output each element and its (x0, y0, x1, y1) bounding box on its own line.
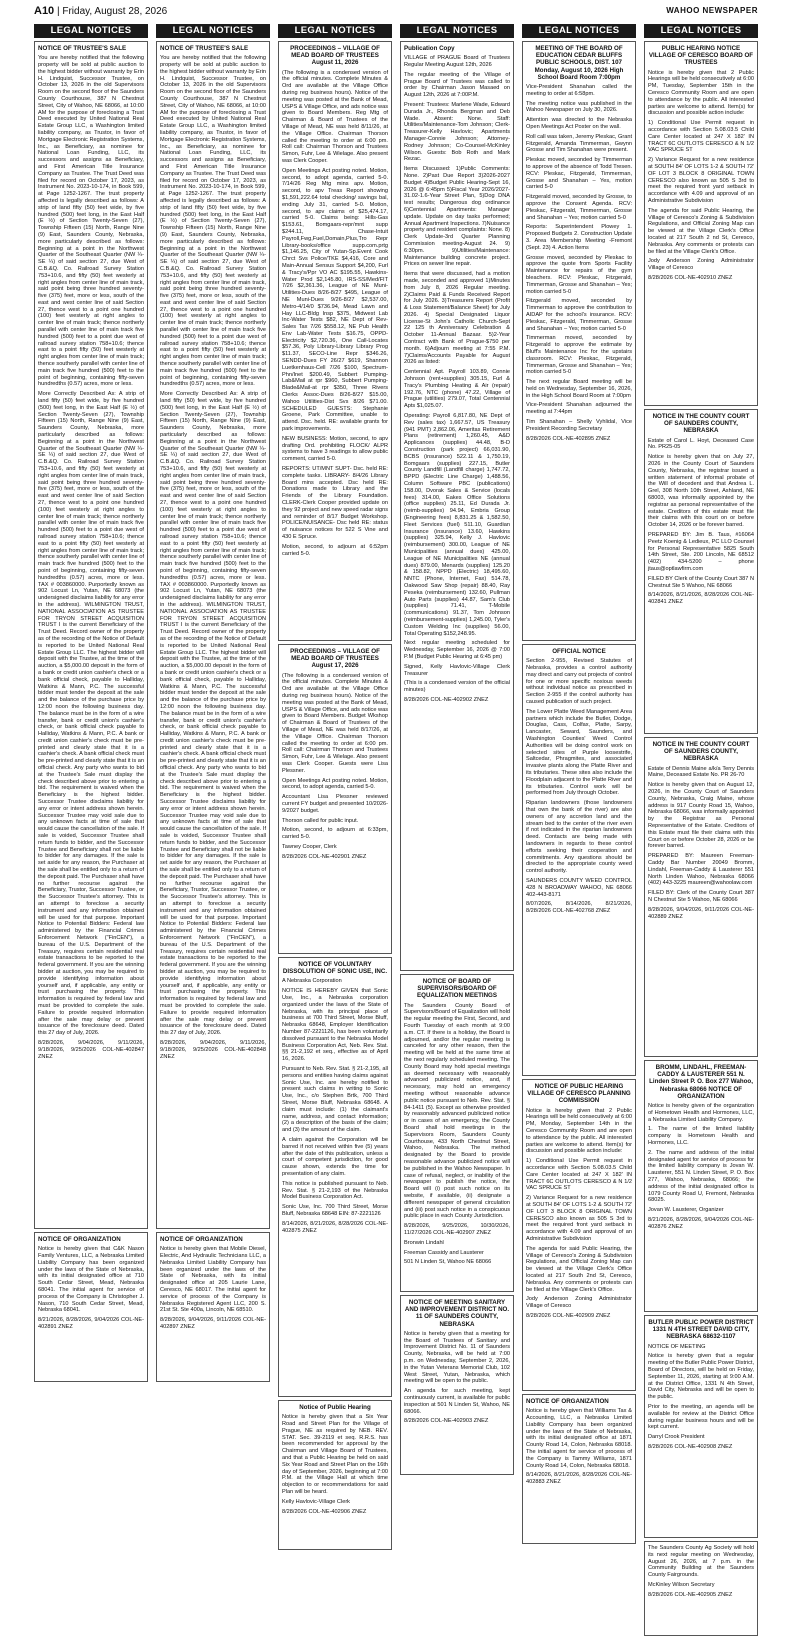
notice-paragraph: 2) Variance Request for a new residence at SOUTH 84' OF LOTS 1-2 & SOUTH 72' OF LOT 3 BLOCK 8 ORIGINAL TOWN CERESCO also known as 505 S 3rd to meet the required front yard setback in accordance with 4.09 and approval of an Administrative Subdivision (648, 157, 754, 204)
notice-publication-code: 8/28/2026, 9/04/2026, 9/11/2026, 9/18/2026, 9/25/2026 COL-NE-402848 ZNEZ (160, 1039, 266, 1060)
section-header: LEGAL NOTICES (278, 24, 392, 38)
notice-paragraph: The next regular Board meeting will be held on Wednesday, September 16, 2026, in the High School Board Room at 7:00pm (526, 379, 632, 399)
notice-paragraph: An agenda for such meeting, kept continuously current, is available for public inspection at 501 N Linden St, Wahoo, NE 68066. (404, 1388, 510, 1415)
notice-paragraph: Darryl Crook President (648, 1434, 705, 1441)
notice-paragraph: VILLAGE of PRAGUE Board of Trustees Regular Meeting August 12th, 2026 (404, 55, 510, 68)
notice-title: BUTLER PUBLIC POWER DISTRICT 1331 N 4TH STREET DAVID CITY, NEBRASKA 68632-1107 (648, 1319, 754, 1341)
notice-title: NOTICE OF VOLUNTARY DISSOLUTION OF SONIC USE, INC. (282, 961, 388, 976)
legal-notice (644, 1060, 758, 1312)
notice-publication-code: 8/14/2026, 8/21/2026, 8/28/2026 COL-NE-402875 ZNEZ (282, 1220, 388, 1234)
notice-column (278, 24, 392, 1564)
notice-paragraph: NOTICE OF MEETING (648, 1343, 706, 1350)
notice-paragraph: Grosse moved, seconded by Pleskac to approve the quote from Sports Facility Maintenance for repairs of the gym bleachers. RCV: Pleskac, Fitzgerald, Timmerman, Grosse and Shanahan – Yes; motion carried 5-0 (526, 254, 632, 295)
notice-title: NOTICE OF ORGANIZATION (526, 1398, 609, 1405)
notice-paragraph: Kelly Havlovic-Village Clerk (282, 1498, 350, 1505)
notice-title: NOTICE OF ORGANIZATION (38, 1236, 121, 1243)
notice-paragraph: (This is a condensed version of the official minutes) (404, 680, 510, 694)
legal-notice (522, 1079, 636, 1391)
publication-name: WAHOO NEWSPAPER (666, 6, 758, 15)
notice-title: NOTICE OF PUBLIC HEARING VILLAGE OF CERESCO PLANNING COMMISSION (527, 1083, 631, 1105)
notice-paragraph: 2. The name and address of the initial designated agent for service of process for the limited liability company is Jovan W. Lausterer, 551 N. Linden Street, P. O. Box 277, Wahoo, Nebraska, 68066; the address of the initial designated office is 1079 County Road U, Fremont, Nebraska 68025. (648, 1149, 754, 1204)
notice-paragraph: PREPARED BY: Jim B. Taus, #16064 Peetz Koenig & Ledieux, PC LLO Counsel for Personal Representative 5825 South 14th Street, Ste. 200 Lincoln, NE 68512 (402) 434-5200 – phone jtaus@optlawfirm.com (648, 531, 754, 572)
notice-paragraph: Tim Shanahan – Shelly Vyhlidal, Vice President Recording Secretary (526, 419, 632, 432)
notice-paragraph: Timmerman moved, seconded by Fitzgerald to approve the estimate by Bluff's Maintenance Inc for the upstairs classroom. RCV: Pleskac, Fitzgerald, Timmerman, Grosse and Shanahan – Yes; motion carried 5-0 (526, 335, 632, 376)
section-header: LEGAL NOTICES (34, 24, 148, 38)
notice-paragraph: The meeting notice was published in the Wahoo Newspaper on July 30, 2026. (526, 100, 632, 114)
notice-publication-code: 8/14/2026, 8/21/2026, 8/28/2026 COL-NE-402883 ZNEZ (526, 1472, 632, 1486)
notice-column (156, 24, 270, 1564)
notice-paragraph: Open Meetings Act posting noted. Motion, second, to adopt agenda, carried 5-0. 7/14/26 Reg Mtg mins apv. Motion, second, to apv Treas Report showing $1,591,222.64 total checking/ savings bal, ending July 31, carried 5-0. Motion, second, to apv claims of $25,474.17, carried 5-0. Claims being: Hills-Gas $153.61, Bomgaars-repr/mnt supp $244.11, Chase-Intuit Payroll,Fwg,Fuel,Domain,Plus,Tro Repr Library-books/office supp.com.prtg $1,146.25, City of Yutan-Sp.Event Cook Chrct Svs Police/TKE $4,416, Core and Main-Annual Sensus Support $4,200, Furl & Tracy's/Ppr VO AC $195.55, Hawkins-Water Prod $2,145.80, IRS-SS/Med/FIT 7/26 $2,361.36, League of NE Muni-Utilities-Dues 8/26-8/27 $495, League of NE Muni-Dues 9/26-8/27 $2,537.00, Metro-4/14/0 $736.94, Mead Lawn and Hay LLC-Bldg Insp $375, Midwest Lab Inc-Water Tests $82, NE Dept of Rev-Sales Tax 7/26 $558.12, NE Pub Health Env Lab-Water Tests $16.75, OPPD-Electricity $2,720.36, One Call-Locates $57.36, Poly Library-Library Library Prog $11.37, SECO-Line Repr $346.26, SENDD-Dues FY 26/27 $619, Shannon Luetkenhaus-Cell 7/26 $100, Spectrum-Phn/Inet $200.49, Subbert Pumping-Lab&Mail at rpr $960, Subbert Pumping-Blade&Mail-at rpr $350, Three Rivers Clerks Assoc-Dues 8/26-8/27 $15.00, Wahoo Utilities-Dist Svs 8/26 $71.00. SCHEDULED GUESTS: Stephanie Groene, Park Committee, unable to attend. Dsc. held. RE: available grants for park improvements. (282, 167, 388, 433)
notice-publication-code: 8/28/2026, 9/04/2026, 9/11/2026, 9/18/2026, 9/25/2026 COL-NE-402847 ZNEZ (38, 1039, 144, 1060)
notice-paragraph: Reports: Superintendent Plowey 1. Proposed Budgets 2. Construction Update 3. Area Membership Meeting -Fremont (Sept. 23) 4. Action Items (526, 224, 632, 251)
legal-notice (522, 644, 636, 1076)
page-header (0, 0, 792, 22)
notice-publication-code: 8/21/2026, 8/28/2026, 9/04/2026 COL-NE-402876 ZNEZ (648, 1216, 754, 1230)
legal-notice (522, 41, 636, 641)
notice-paragraph: A Nebraska Corporation (282, 978, 342, 985)
notice-paragraph: Operating: Payroll 6,817.80, NE Dept of Rev (sales tax) 1,667.57, US Treasury (941 PMT) 2,862.06, Ameritas Retirement Plans (retirement) 1,260.45, A&D Applicances (supplies) 44.48, B-D Construction (park project) 66,031.90, BCBS (insurance) 522.11 & 1,750.19, Bomgaars (supplies) 227.15, Butler County Landfill (Landfill charge) 1,747.72, BPPD (Electric Line Charge) 1,488.56, Column Software PBC (publications) 158.00, Dvorak Sales & Service (locals fees) 314.00, Eakes Office Solutions (office supplies) 25.11, Ed Durada Jr. (reimb-supplies) 94.94, Embria Group (Engineering fees) 8,831.25 & 1,582.50, Fleet Services (fuel) 511.10, Guardian Insurance (insurance) 13.60, Hawkins (supplies) 325.94, Kelly J. Havlovic (reimbursement) 300.00, League of NE Municipalities (annual dues) 425.00, League of NE Municipalities NE (annual dues) 879.00, Menards (supplies) 125.20 & 158.82, NPPD (Electric) 18,495.60, NNTC (Phone, Internet, Fax) 514.78, Oakwood Saw Shop (repair) 88.40, Ray Peseka (reimbursement) 132.60, Pullman Auto Parts (supplies) 44.87, Sam's Club (supplies) 71.41, T-Mobile (communications) 91.37, Tom Johnson (reimbursement-supplies) 1,245.00, Tyler's Custom Welding Inc (supplies) 56.00, Total Operating $152,248.95. (404, 413, 510, 637)
page-date: Friday, August 28, 2026 (62, 6, 168, 17)
section-header: LEGAL NOTICES (644, 24, 758, 38)
notice-paragraph: The agenda for said Public Hearing, the Village of Ceresco's Zoning & Subdivision Regulations, and Official Zoning Map can be viewed at the Village Clerk's Office located at 217 South 2nd St, Ceresco, Nebraska. Any comments or protests can be filed at the Village Clerk's Office. (526, 1245, 632, 1293)
legal-notice (644, 1315, 758, 1538)
notice-paragraph: Pursuant to Neb. Rev. Stat. § 21-2,195, all persons and entities having claims against Sonic Use, Inc. are hereby notified to present such claims in writing to Sonic Use, Inc., c/o Stephen Brtk, 700 Third Street, Morse Bluff, Nebraska 68648. A claim must include: (1) the claimant's name, address, and contact information; (2) a description of the basis of the claim; and (3) the amount of the claim. (282, 1065, 388, 1134)
notice-column (644, 24, 758, 1598)
legal-notice (278, 957, 392, 1397)
notice-title: Publication Copy (404, 45, 455, 52)
notice-paragraph: Motion, second, to adjourn at 6:52pm carried 5-0. (282, 543, 388, 557)
notice-paragraph: Attention was directed to the Nebraska Open Meetings Act Poster on the wall. (526, 117, 632, 130)
notice-paragraph: REPORTS: UT/MNT SUPT- Dsc. held RE: complete tasks. LIBRARY- 8/4/26 Library Board mins accepted. Dsc held RE: Donations made to Library and the Friends of the Library Foundation. CLERK-Clerk Cooper provided update on they 92 project and new speed radar signs and reminder of 8/17 Budget Workshop. POLICE/NUISANCE- Dsc held RE: status of nuisance notices for 522 S Vine and 430 E Spruce. (282, 466, 388, 540)
section-header: LEGAL NOTICES (156, 24, 270, 38)
notice-publication-code: 8/21/2026, 8/28/2026, 9/04/2026 COL-NE-402891 ZNEZ (38, 1317, 144, 1330)
notice-paragraph: Prior to the meeting, an agenda will be available for review at the District Office during regular business hours and will be kept current. (648, 1403, 754, 1431)
section-header: LEGAL NOTICES (522, 24, 636, 38)
legal-notice (34, 41, 148, 1229)
notice-title: OFFICIAL NOTICE (552, 648, 606, 655)
notice-paragraph: Jody Anderson Zoning Administrator Village of Ceresco (648, 258, 754, 272)
notice-paragraph: Open Meetings Act posting noted. Motion, second, to adopt agenda, carried 5-0. (282, 777, 388, 791)
legal-notice (400, 1295, 514, 1475)
notice-paragraph: The Saunders County Ag Society will hold its next regular meeting on Wednesday, August 26, 2026, at 7 p.m. in the Community Building at the Saunders County Fairgrounds. (648, 1545, 754, 1579)
notice-paragraph: FILED BY: Clerk of the County Court 387 N Chestnut Ste 5 Wahoo, NE 68066 (648, 890, 754, 903)
notice-paragraph: The regular meeting of the Village of Prague Board of Trustees was called to order by Chairman Jason Masaed on August 12th, 2026 at 7:00P.M. (404, 71, 510, 99)
legal-notice (278, 1400, 392, 1550)
notice-paragraph: You are hereby notified that the following property will be sold at public auction to the highest bidder without warranty by Erin H. Lindquist, Successor Trustee, on October 13, 2026 in the old Supervisors Room on the second floor of the Saunders County Courthouse, 387 N Chestnut Street, City of Wahoo, NE 68066, at 10:00 AM for the purpose of foreclosing a Trust Deed executed by United National Real Estate Group LLC, a Washington limited liability company, as Trustor, in favor of Mortgage Electronic Registration Systems, Inc., as Beneficiary, as nominee for National Loan Funding, LLC, its successors and assigns as Beneficiary, and First American Title Insurance Company as Trustee. The Trust Deed was filed for record on October 17, 2023, as Instrument No. 2023-10-174, in Book 599, at Page 1252-1267. The trust property affected is legally described as follows: A strip of land fifty (50) feet wide, by five hundred (500) feet long, in the East Half (E ½) of Section Twenty-Seven (27), Township Fifteen (15) North, Range Nine (9) East, Saunders County, Nebraska, more particularly described as follows: Beginning at a point in the Northwest Quarter of the Southeast Quarter (NW ¼-SE ¼) of said section 27, due West of C.B.&Q. Co. Railroad Survey Station 753+10.6, and fifty (50) feet westerly at right angles from center line of main track, said point being three hundred seventy-five (375) feet, more or less, south of the east and west center line of said Section 27, thence west to a point one hundred (100) feet westerly at right angles to center line of main track; thence northerly parallel with center line of main track five hundred (500) feet to a point due west of railroad survey station 758+10.6; thence east to a point fifty (50) feet westerly at right angles from center line of main track; thence southerly parallel with center line of main track five hundred (500) feet to the point of beginning, containing fifty-seven hundredths (0.57) acres, more or less. (160, 55, 266, 388)
notice-column (400, 24, 514, 1564)
notice-publication-code: 8/28/2026, 9/04/2026, 9/11/2026 COL-NE-402897 ZNEZ (160, 1317, 266, 1330)
notice-paragraph: Fitzgerald moved, seconded by Grosse, to approve the Consent Agenda. RCV: Pleskac, Fitzgerald, Timmerman, Grosse and Shanahan – Yes; motion carried 5-0 (526, 194, 632, 221)
legal-notice (278, 41, 392, 641)
notice-publication-code: 8/28/2026 COL-NE-402895 ZNEZ (526, 435, 611, 442)
notice-paragraph: Fitzgerald moved, seconded by Timmerman to approve the contribution to AIDAP for the school's insurance. RCV: Pleskac, Fitzgerald, Timmerman, Grosse and Shanahan – Yes; motion carried 5-0 (526, 298, 632, 332)
notice-paragraph: Notice is hereby given that on July 27, 2026 in the County Court of Saunders County, Nebraska, the registrar issued a written statement of informal probate of the Will of decedent and that Andrea L. Grel, 308 North 10th Street, Ashland, NE 68003, was informally appointed by the registrar as personal representative of the estate. Creditors of this estate must file their claims with this court on or before October 14, 2026 or be forever barred. (648, 454, 754, 529)
notice-paragraph: Pleskac moved, seconded by Timmerman to approve of the absence of Todd Tresen. RCV: Pleskac, Fitzgerald, Timmerman, Grosse and Shanahan – Yes, motion carried 5-0 (526, 157, 632, 191)
notice-title: NOTICE OF TRUSTEE'S SALE (38, 45, 127, 52)
notice-paragraph: Notice is hereby given that 2 Public Hearings will be held consecutively at 6:00 PM, Tuesday, September 15th in the Ceresco Community Room and are open to attendance by the public. All interested parties are welcome to attend. Item(s) for discussion and possible action include: (648, 69, 754, 117)
notice-paragraph: Notice is hereby given that C&K Nason Family Ventures, LLC, a Nebraska Limited Liability Company has been organized under the laws of the State of Nebraska, with its initial designated office at 710 South Cedar Street, Mead, Nebraska 68041. The initial agent for service of process of the Company is Christopher J. Nason, 710 South Cedar Street, Mead, Nebraska 68041. (38, 1246, 144, 1314)
legal-notice (644, 409, 758, 734)
notice-paragraph: More Correctly Described As: A strip of land fifty (50) feet wide, by five hundred (500) feet long, in the East Half (E ½) of Section Twenty-Seven (27), Township Fifteen (15) North, Range Nine (9) East, Saunders County, Nebraska, more particularly described as follows: Beginning at a point in the Northwest Quarter of the Southeast Quarter (NW ¼-SE ¼) of said section 27, due West of C.B.&Q. Co. Railroad Survey Station 753+10.6, and fifty (50) feet westerly at right angles from center line of main track, said point being three hundred seventy-five (375) feet, more or less, south of the east and west center line of said Section 27, thence west to a point one hundred (100) feet westerly at right angles to center line of main track; thence northerly parallel with center line of main track five hundred (500) feet to a point due west of railroad survey station 758+10.6; thence east to a point fifty (50) feet westerly at right angles from center line of main track; thence southerly parallel with center line of main track five hundred (500) feet to the point of beginning, containing fifty-seven hundredths (0.57) acres, more or less. TAX # 003860000. Purportedly known as 902 Locust Ln, Yutan, NE 68073 (the undersigned disclaims liability for any error in the address). WILMINGTON TRUST, NATIONAL ASSOCIATION AS TRUSTEE FOR TRYON STREET ACQUISITION TRUST I is the current Beneficiary of the Trust Deed. Record owner of the property as of the recording of the Notice of Default is reported to be United National Real Estate Group LLC. The highest bidder will deposit with the Trustee, at the time of the auction, a $5,000.00 deposit in the form of a bank or credit union cashier's check or a bank official check, payable to Halliday, Watkins & Mann, P.C. The successful bidder must tender the deposit at the sale and the balance of the purchase price by 12:00 noon the following business day. The balance must be in the form of a wire transfer, bank or credit union's cashier's check, or bank official check payable to Halliday, Watkins & Mann, P.C. A bank or credit union cashier's check must be pre-printed and clearly state that it is a cashier's check. A bank official check must be pre-printed and clearly state that it is an official check. Any party who wants to bid at the Trustee's Sale must display the check described above prior to entering a bid. The requirement is waived when the Beneficiary is the highest bidder. Successor Trustee disclaims liability for any error or intent address shown herein. Successor Trustee may void sale due to any unknown facts at time of sale that would cause the cancellation of the sale. If sale is voided, Successor Trustee shall return funds to bidder, and the Successor Trustee and Beneficiary shall not be liable to bidder for any damages. If the sale is set aside for any reason, the Purchaser at the sale shall be entitled only to a return of the deposit paid. The Purchaser shall have no further recourse against the Beneficiary, Trustor, Successor Trustee, or the Successor Trustee's attorney. This is an attempt to foreclose a security instrument and any information obtained will be used for that purpose. Important Notice to Potential Bidders: Federal law administered by the Financial Crimes Enforcement Network ("FinCEN"), a bureau of the U.S. Department of the Treasury, requires certain residential real estate transactions to be reported to the federal government. If you are the winning bidder at auction, you may be required to provide identifying information about yourself and, if applicable, any entity or trust purchasing the property. This information is required by federal law and must be provided to complete the sale. Failure to provide required information after the sale may delay or prevent issuance of the foreclosure deed. Dated this 27 day of July, 2026. (38, 391, 144, 1037)
legal-notice (278, 644, 392, 954)
notice-paragraph: FILED BY Clerk of the County Court 387 N Chestnut Ste 5 Wahoo, NE 68066 (648, 575, 754, 589)
notice-paragraph: Freeman Cassidy and Lausterer (404, 1249, 484, 1256)
notice-title: BROMM, LINDAHL, FREEMAN-CADDY & LAUSTERER 551 N. Linden Street P. O. Box 277 Wahoo, Nebraska 68066 NOTICE OF ORGANIZATION (649, 1064, 753, 1100)
notice-paragraph: Notice is hereby given that 2 Public Hearings will be held consecutively at 6:00 PM, Monday, September 14th in the Ceresco Community Room and are open to attendance by the public. All interested parties are welcome to attend. Item(s) for discussion and possible action include: (526, 1107, 632, 1155)
legal-notice (522, 1394, 636, 1544)
legal-notice (400, 41, 514, 971)
notice-publication-code: 8/28/2026, 9/04/2026, 9/11/2026 COL-NE-402889 ZNEZ (648, 906, 754, 920)
notice-paragraph: Thorson called for public input. (282, 817, 359, 824)
notice-paragraph: You are hereby notified that the following property will be sold at public auction to the highest bidder without warranty by Erin H. Lindquist, Successor Trustee, on October 13, 2026 in the old Supervisors Room on the second floor of the Saunders County Courthouse, 387 N Chestnut Street, City of Wahoo, NE 68066, at 10:00 AM for the purpose of foreclosing a Trust Deed executed by United National Real Estate Group LLC, a Washington limited liability company, as Trustor, in favor of Mortgage Electronic Registration Systems, Inc., as Beneficiary, as nominee for National Loan Funding, LLC, its successors and assigns as Beneficiary, and First American Title Insurance Company as Trustee. The Trust Deed was filed for record on October 17, 2023, as Instrument No. 2023-10-174, in Book 599, at Page 1252-1267. The trust property affected is legally described as follows: A strip of land fifty (50) feet wide, by five hundred (500) feet long, in the East Half (E ½) of Section Twenty-Seven (27), Township Fifteen (15) North, Range Nine (9) East, Saunders County, Nebraska, more particularly described as follows: Beginning at a point in the Northwest Quarter of the Southeast Quarter (NW ¼-SE ¼) of said section 27, due West of C.B.&Q. Co. Railroad Survey Station 753+10.6, and fifty (50) feet westerly at right angles from center line of main track, said point being three hundred seventy-five (375) feet, more or less, south of the east and west center line of said Section 27, thence west to a point one hundred (100) feet westerly at right angles to center line of main track; thence northerly parallel with center line of main track five hundred (500) feet to a point due west of railroad survey station 758+10.6; thence east to a point fifty (50) feet westerly at right angles from center line of main track; thence southerly parallel with center line of main track five hundred (500) feet to the point of beginning, containing fifty-seven hundredths (0.57) acres, more or less. (38, 55, 144, 388)
notice-paragraph: Present: Trustees: Marlene Wade, Edward Durada Jr., Rhonda Bergman and Deb Wade. Absent: None. Staff: Utilities/Maintenance-Tom Johnson; Clerk-Treasurer-Kelly Havlovic; Apartments Manager-Connie Johnson; Attorney-Rodney Johnson; Co-Counsel-McKinley Wilson. Guests: Bob Roth and Mark Rezac. (404, 101, 510, 163)
notice-paragraph: A claim against the Corporation will be barred if not received within five (5) years after the date of this publication, unless a court of competent jurisdiction, for good cause shown, extends the time for presentation of any claim. (282, 1136, 388, 1177)
notice-paragraph: (The following is a condensed version of the official minutes. Complete Minutes & Ord are available at the Village Office during reg business hours). Notice of the meeting was posted at the Bank of Mead, USPS & Village Office, and ads notice was given to Board Members. Budget Wkshop of Chairman & Board of Trustees of the Village of Mead, NE was held 8/17/26, at the Village Office. Chairman Thorson called the meeting to order at 6:00 pm. Roll call: Chairman Thorson and Trustees Simon, Fuhr, Lee & Wielage. Also present was Clerk Cooper. Guests were Lisa Plessner. (282, 672, 388, 774)
notice-publication-code: 8/28/2026 COL-NE-402903 ZNEZ (404, 1418, 489, 1425)
notice-publication-code: 8/28/2026 COL-NE-402909 ZNEZ (526, 1312, 611, 1319)
notice-publication-code: 8/28/2026 COL-NE-402910 ZNEZ (648, 274, 733, 281)
notice-column (522, 24, 636, 1564)
notice-paragraph: Section 2-955, Revised Statutes of Nebraska, provides a control authority may direct and carry out projects of control for one or more specific noxious weeds without individual notice as prescribed in Section 2-955 if the control authority has caused publication of such project. (526, 658, 632, 705)
notice-publication-code: 8/28/2026 COL-NE-402901 ZNEZ (282, 853, 367, 860)
notice-paragraph: Notice is hereby given of the organization of Hometown Health and Hormones, LLC, a Nebraska Limited Liability Company. (648, 1103, 754, 1123)
notice-paragraph: Vice-President Shanahan adjourned the meeting at 7:44pm (526, 402, 632, 416)
legal-notice (156, 1232, 270, 1382)
notice-title: NOTICE OF ORGANIZATION (160, 1236, 243, 1243)
notice-paragraph: Estate of Dennis Maine a/k/a Terry Dennis Maine, Deceased Estate No. PR 26-70 (648, 765, 754, 779)
notice-publication-code: 8/07/2026, 8/14/2026, 8/21/2026, 8/28/2026 COL-NE-402768 ZNEZ (526, 901, 632, 915)
notice-title: NOTICE OF BOARD OF SUPERVISORS/BOARD OF EQUALIZATION MEETINGS (417, 978, 497, 1000)
notice-paragraph: This notice is published pursuant to Neb. Rev. Stat. § 21-2,193 of the Nebraska Model Business Corporation Act. (282, 1180, 388, 1201)
legal-notice (644, 737, 758, 1057)
notice-title: NOTICE OF TRUSTEE'S SALE (160, 45, 249, 52)
notice-paragraph: Notice is hereby given that on August 12, 2026, in the County Court of Saunders County, Nebraska, Craig Maine, whose address is 917 County Road 15, Wahoo, Nebraska 68066, was informally appointed by the Registrar as Personal Representative of the Estate. Creditors of this Estate must file their claims with this Court on or before October 28, 2026 or be forever barred. (648, 782, 754, 850)
notice-paragraph: Accountant Lisa Plessner reviewed current FY budget and presented 10/2026-9/2027 budget. (282, 794, 388, 814)
notice-paragraph: Notice is hereby given that Williams Tax & Accounting, LLC, a Nebraska Limited Liability Company has been organized under the laws of the State of Nebraska, with its initial designated office at 1871 County Road 14, Colon, Nebraska 68018. The initial agent for service of process of the Company is Tammy Williams, 1871 County Road 14, Colon, Nebraska 68018. (526, 1408, 632, 1469)
notice-paragraph: 8/28/2026, 9/25/2026, 10/30/2026, 11/27/2026 COL-NE-402907 ZNEZ (404, 1223, 510, 1236)
page-folio: A10 | Friday, August 28, 2026 (34, 5, 168, 17)
legal-notice (644, 1541, 758, 1636)
notice-title: PUBLIC HEARING NOTICE VILLAGE OF CERESCO BOARD OF TRUSTEES (648, 45, 754, 67)
notice-paragraph: Items that were discussed, had a motion made, seconded and approved 1)Minutes from July 8, 2026 Regular meeting. 2)Claims Paid & Funds Received Report for July 2026. 3)Treasurers Report (Profit & Loss Statement/Balance Sheet) for July 2026. 4) Special Designated Liquor License-St John's Catholic Church-Sept 22 125 th Anniversary Celebration & October 11-Annual Bazaar. 5)2-Year Contract with Bank of Prague-$750 per month. 6)Adjourn meeting at 7:55 P.M. 7)Claims/Accounts Payable for August 2026 as listed: (404, 271, 510, 366)
notice-paragraph: 1) Conditional Use Permit request in accordance with Section 5.08.03.5 Child Care Center located at 247 X 182' IN TRACT 6C OUTLOTS CERESCO & N 1/2 VAC SPRUCE ST (526, 1158, 632, 1192)
notice-publication-code: 8/14/2026, 8/21/2026, 8/28/2026 COL-NE-402841 ZNEZ (648, 592, 754, 606)
notice-paragraph: Items Discussed: 1)Public Comments: None. 2)Past Due Report 3)2026-2027 Budget 4)Budget Public Hearing-Sept 16, 2026 @ 6:45pm 5)Fiscal Year 2026/2027-31.02-1.6-Year Street Plan, 5)Dog DNA test results; Dangerous dog ordinance 6)Centennial Apartments: Manager update. Update on day tasks performed; Annual Apartment Inspections. 7)Nuisance property and resident complaints: None. 8) Clerk Update-3rd Quarter Planning Commission meeting-August 24. 9) 6:30pm. 9)Utilities/Maintenance: Maintenance building concrete project. Prices on sewer line repair. (404, 166, 510, 268)
legal-notice (34, 1232, 148, 1382)
legal-notice (156, 41, 270, 1229)
notice-paragraph: More Correctly Described As: A strip of land fifty (50) feet wide, by five hundred (500) feet long, in the East Half (E ½) of Section Twenty-Seven (27), Township Fifteen (15) North, Range Nine (9) East, Saunders County, Nebraska, more particularly described as follows: Beginning at a point in the Northwest Quarter of the Southeast Quarter (NW ¼-SE ¼) of said section 27, due West of C.B.&Q. Co. Railroad Survey Station 753+10.6, and fifty (50) feet westerly at right angles from center line of main track, said point being three hundred seventy-five (375) feet, more or less, south of the east and west center line of said Section 27, thence west to a point one hundred (100) feet westerly at right angles to center line of main track; thence northerly parallel with center line of main track five hundred (500) feet to a point due west of railroad survey station 758+10.6; thence east to a point fifty (50) feet westerly at right angles from center line of main track; thence southerly parallel with center line of main track five hundred (500) feet to the point of beginning, containing fifty-seven hundredths (0.57) acres, more or less. TAX # 003860000. Purportedly known as 902 Locust Ln, Yutan, NE 68073 (the undersigned disclaims liability for any error in the address). WILMINGTON TRUST, NATIONAL ASSOCIATION AS TRUSTEE FOR TRYON STREET ACQUISITION TRUST I is the current Beneficiary of the Trust Deed. Record owner of the property as of the recording of the Notice of Default is reported to be United National Real Estate Group LLC. The highest bidder will deposit with the Trustee, at the time of the auction, a $5,000.00 deposit in the form of a bank or credit union cashier's check or a bank official check, payable to Halliday, Watkins & Mann, P.C. The successful bidder must tender the deposit at the sale and the balance of the purchase price by 12:00 noon the following business day. The balance must be in the form of a wire transfer, bank or credit union's cashier's check, or bank official check payable to Halliday, Watkins & Mann, P.C. A bank or credit union cashier's check must be pre-printed and clearly state that it is a cashier's check. A bank official check must be pre-printed and clearly state that it is an official check. Any party who wants to bid at the Trustee's Sale must display the check described above prior to entering a bid. The requirement is waived when the Beneficiary is the highest bidder. Successor Trustee disclaims liability for any error or intent address shown herein. Successor Trustee may void sale due to any unknown facts at time of sale that would cause the cancellation of the sale. If sale is voided, Successor Trustee shall return funds to bidder, and the Successor Trustee and Beneficiary shall not be liable to bidder for any damages. If the sale is set aside for any reason, the Purchaser at the sale shall be entitled only to a return of the deposit paid. The Purchaser shall have no further recourse against the Beneficiary, Trustor, Successor Trustee, or the Successor Trustee's attorney. This is an attempt to foreclose a security instrument and any information obtained will be used for that purpose. Important Notice to Potential Bidders: Federal law administered by the Financial Crimes Enforcement Network ("FinCEN"), a bureau of the U.S. Department of the Treasury, requires certain residential real estate transactions to be reported to the federal government. If you are the winning bidder at auction, you may be required to provide identifying information about yourself and, if applicable, any entity or trust purchasing the property. This information is required by federal law and must be provided to complete the sale. Failure to provide required information after the sale may delay or prevent issuance of the foreclosure deed. Dated this 27 day of July, 2026. (160, 391, 266, 1037)
notice-column (34, 24, 148, 1564)
notice-title: PROCEEDINGS – VILLAGE OF MEAD BOARD OF TRUSTEES August 11, 2026 (290, 45, 380, 67)
notice-paragraph: Motion, second, to adjourn at 6:33pm, carried 5-0. (282, 827, 388, 841)
page-number: A10 (34, 5, 55, 17)
notice-publication-code: 8/28/2026 COL-NE-402902 ZNEZ (404, 696, 489, 703)
notice-paragraph: McKinley Wilson Secretary (648, 1581, 715, 1588)
notice-paragraph: Sonic Use, Inc. 700 Third Street, Morse Bluff, Nebraska 68648 EIN: 87-2221126 (282, 1204, 388, 1217)
notice-paragraph: 1) Conditional Use Permit request in accordance with Section 5.08.03.5 Child Care Center located at 247 X 182' IN TRACT 6C OUTLOTS CERESCO & N 1/2 VAC SPRUCE ST (648, 120, 754, 154)
notice-paragraph: Notice is hereby given that a regular meeting of the Butler Public Power District, Board of Directors, will be held on Friday, September 11, 2026, starting at 9:00 A.M. at the District Office, 1331 N 4th Street, David City, Nebraska and will be open to the public. (648, 1353, 755, 1401)
notice-paragraph: Signed, Kelly Havlovic-Village Clerk Treasurer (404, 663, 510, 677)
notice-publication-code: 8/28/2026 COL-NE-402906 ZNEZ (282, 1508, 367, 1515)
notice-paragraph: The Lower Platte Weed Management Area partners which include the Butler, Dodge, Douglas, Cass, Colfax, Platte, Sarpy, Lancaster, Seward, Saunders, and Washington Counties' Weed Control Authorities will be doing control work on selected sites of Purple loosestrife, Saltcedar, Phragmites, and associated invasive plants along the Platte River and its tributaries. These sites also include the Floodplain adjacent to the Platte River and its tributaries. Control work will be performed from July through October. (526, 708, 632, 797)
notice-paragraph: Notice is hereby given that Mobile Diesel, Electric, And Hydraulic Technicians LLC, a Nebraska Limited Liability Company has been organized under the laws of the State of Nebraska, with its initial designated office at 205 Laurie Lane, Ceresco, NE 68017. The initial agent for service of process of the Company is Nebraska Registered Agent LLC, 200 S. 21st St. Ste 400a, Lincoln, NE 68510. (160, 1246, 266, 1314)
notice-paragraph: 2) Variance Request for a new residence at SOUTH 84' OF LOTS 1-2 & SOUTH 72' OF LOT 3 BLOCK 8 ORIGINAL TOWN CERESCO also known as 505 S 3rd to meet the required front yard setback in accordance with 4.09 and approval of an Administrative Subdivision (526, 1195, 632, 1242)
notice-paragraph: NOTICE IS HEREBY GIVEN that Sonic Use, Inc., a Nebraska corporation organized under the laws of the State of Nebraska, with its principal place of business at 700 Third Street, Morse Bluff, Nebraska 68648, Employer Identification Number 87-2221126, has been voluntarily dissolved pursuant to the Nebraska Model Business Corporation Act, Neb. Rev. Stat. §§ 21-2,192 et seq., effective as of April 16, 2026. (282, 988, 388, 1063)
notice-paragraph: PREPARED BY: Maureen Freeman-Caddy Bar Number 20049 Bromm, Lindahl, Freeman-Caddy & Lausterer 551 North Linden Wahoo, Nebraska 68066 (402) 443-3225 maureen@wahoolaw.com (648, 853, 754, 887)
notice-title: Notice of Public Hearing (299, 1404, 371, 1411)
notice-paragraph: The Saunders County Board of Supervisors/Board of Equalization will hold the regular meeting the First, Second, and Fourth Tuesday of each month at 9:00 a.m. CT. If there is a holiday, the Board is adjourned, and/or the regular meeting is canceled for any other reason, then the meeting will be held at the same time at the next regularly scheduled meeting. The County Board may hold special meetings as deemed necessary with reasonably advanced publicized notice, and, if necessary, may hold an emergency meeting without reasonable advance public notice pursuant to Neb. Rev. Stat. § 84-1411 (5). Except as otherwise provided by reasonably advanced publicized notice or in cases of an emergency, the County Board shall hold meetings in the Supervisors Room, Saunders County Courthouse, 433 North Chestnut Street, Wahoo, Nebraska. The method designated by the Board to provide reasonable advance publicized notice will be published in the Wahoo Newspaper. In case of refusal, neglect, or inability of the newspaper to publish the notice, the Board will (i) post such notice on its website, if available, (ii) designate a different newspaper of general circulation and (iii) post such notice in a conspicuous public place in each County Jurisdiction. (404, 1002, 510, 1220)
notice-paragraph: Notice is hereby given that a meeting for the Board of Trustees of Sanitary and Improvement District No. 11 of Saunders County, Nebraska, will be held at 7:00 p.m. on Wednesday, September 2, 2026, in the Yutan Veterans Memorial Club, 102 West Street, Yutan, Nebraska, which meeting will be open to the public. (404, 1330, 510, 1385)
notice-paragraph: Centennial Apt. Payroll 103.89, Connie Johnson (rent+supplies) 305.15, Furl & Tracy's Plumbing Heating & Air (repair) 192.76, NTC (phone) 47.22, Village of Prague (utilities) 279.07, Total Centennial Apts $1,025.07. (404, 369, 510, 410)
notice-title: NOTICE IN THE COUNTY COURT OF SAUNDERS COUNTY, NEBRASKA (652, 413, 750, 435)
notice-paragraph: Tawney Cooper, Clerk (282, 843, 337, 850)
legal-notice (400, 974, 514, 1292)
legal-notices-grid (34, 24, 758, 1598)
notice-paragraph: Estate of Carol L. Hoyt, Deceased Case No. PR25-05 (648, 437, 754, 451)
notice-paragraph: Roll call was taken, Jeremy Pleskac, Grant Fitzgerald, Amanda Timmerman, Gwynn Grosse and Tim Shanahan were present. (526, 133, 633, 154)
notice-paragraph: Bronwin Lindahl (404, 1239, 444, 1246)
legal-notice (644, 41, 758, 406)
section-header: LEGAL NOTICES (400, 24, 514, 38)
notice-paragraph: (The following is a condensed version of the official minutes. Complete Minutes & Ord are available at the Village Office during reg business hours). Notice of the meeting was posted at the Bank of Mead, USPS & Village Office, and ads notice was given to Board Members. Reg Mtg of Chairman & Board of Trustees of the Village of Mead, NE was held 8/11/26, at the Village Office. Chairman Thorson called the meeting to order at 6:00 pm. Roll call: Chairman Thorson and Trustees Simon, Fuhr, Lee & Wielage. Also present was Clerk Cooper. (282, 69, 388, 164)
notice-title: NOTICE IN THE COUNTY COURT OF SAUNDERS COUNTY, NEBRASKA (652, 741, 750, 763)
notice-paragraph: SAUNDERS COUNTY WEED CONTROL 428 N BROADWAY WAHOO, NE 68066 402-443-8171 (526, 877, 632, 898)
notice-paragraph: Riparian landowners (those landowners that own the bank of the river) are also owners of any accretion land and the stream bed to the center of the river even if not indicated in the riparian landowners deed. Contacts are being made with landowners in regards to these control efforts seeking their cooperation and commitments. Any questions should be directed to the appropriate county weed control authority. (526, 800, 632, 875)
notice-paragraph: Jovan W. Lausterer, Organizer (648, 1207, 724, 1214)
notice-paragraph: NEW BUSINESS: Motion, second, to apv drafting Ord. prohibiting FLOCK/ ALPR systems to have 3 readings to allow public comment, carried 5-0. (282, 435, 388, 463)
notice-publication-code: 8/28/2026 COL-NE-402905 ZNEZ (648, 1591, 733, 1598)
notice-paragraph: Vice-President Shanahan called the meeting to order at 6:58pm. (526, 84, 632, 97)
notice-paragraph: 1. The name of the limited liability company is Hometown Health and Hormones, LLC. (648, 1126, 754, 1146)
notice-title: MEETING OF THE BOARD OF EDUCATION CEDAR BLUFFS PUBLIC SCHOOLS, DIST. 107 Monday, August 10, 2026 High School Board Room 7:00pm (534, 45, 624, 81)
notice-paragraph: Next regular meeting scheduled for Wednesday, September 16, 2026 @ 7:00 P.M (Budget Public Hearing at 6:45 pm) (404, 640, 510, 660)
notice-title: PROCEEDINGS – VILLAGE OF MEAD BOARD OF TRUSTEES August 17, 2026 (290, 648, 380, 670)
notice-paragraph: 501 N Linden St, Wahoo NE 68066 (404, 1259, 492, 1266)
notice-paragraph: The agenda for said Public Hearing, the Village of Ceresco's Zoning & Subdivision Regulations, and Official Zoning Map can be viewed at the Village Clerk's Office located at 217 South 2 nd St, Ceresco, Nebraska. Any comments or protests can be filed at the Village Clerk's Office. (648, 207, 754, 255)
notice-title: NOTICE OF MEETING SANITARY AND IMPROVEMENT DISTRICT NO. 11 OF SAUNDERS COUNTY, NEBRASKA (404, 1299, 510, 1328)
notice-paragraph: Notice is hereby given that a Six Year Road and Street Plan for the Village of Prague, NE as required by NEB. REV. STAT. Sec. 39-2119 et seq. R.R.S. has been recommended for approval by the Chairman and Village Board of Trustees, and that a Public Hearing be held on said Six Year Road and Street Plan on the 16th day of September, 2026, beginning at 7:00 P.M. at the Village Hall at which time objection to or recommendations for said Plan will be heard. (282, 1414, 388, 1495)
notice-publication-code: 8/28/2026 COL-NE-402908 ZNEZ (648, 1443, 733, 1450)
notice-paragraph: Jody Anderson Zoning Administrator Village of Ceresco (526, 1296, 632, 1310)
